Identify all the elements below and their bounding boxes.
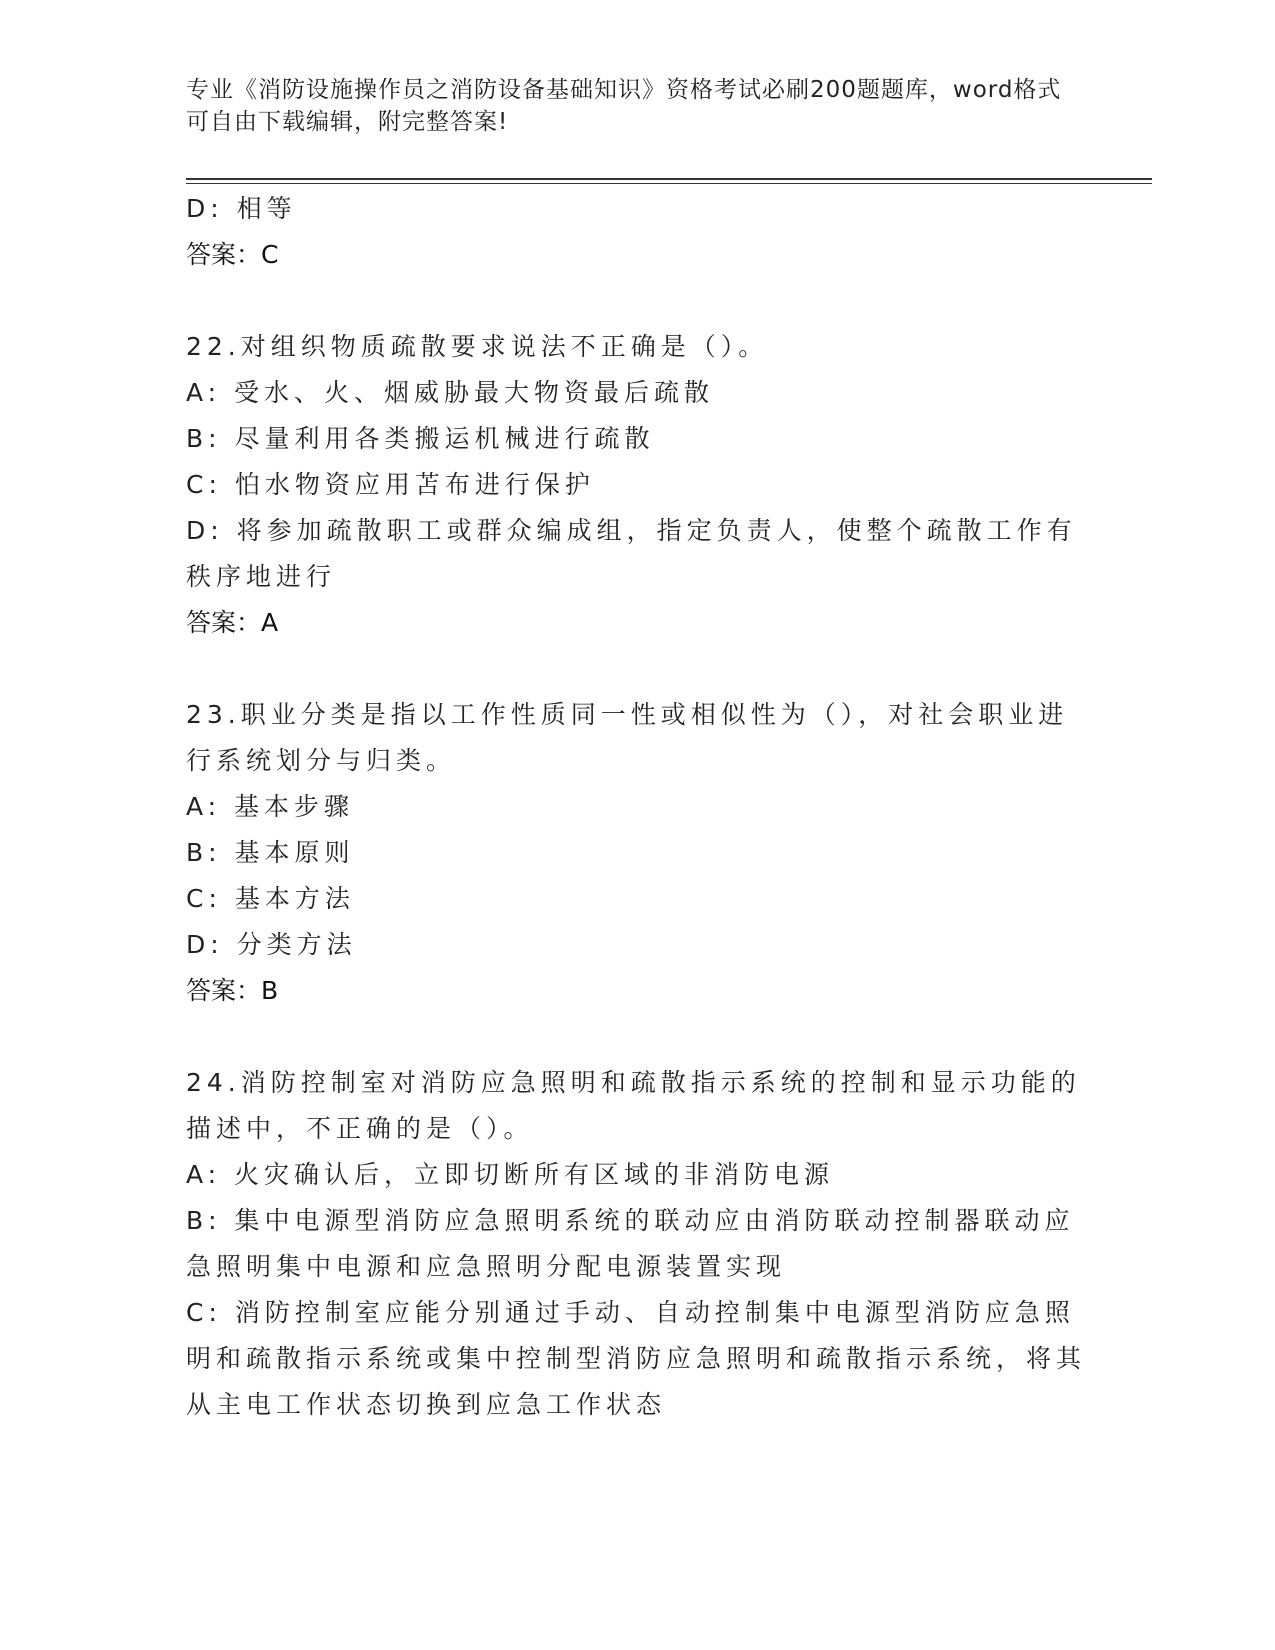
option-d: D: 分类方法 xyxy=(186,930,357,959)
option-c: C: 怕水物资应用苫布进行保护 xyxy=(186,470,595,499)
option-a: A: 基本步骤 xyxy=(186,792,355,821)
option-b: B: 集中电源型消防应急照明系统的联动应由消防联动控制器联动应急照明集中电源和应急照明分配电源装置实现 xyxy=(186,1206,1075,1281)
question-stem: 23.职业分类是指以工作性质同一性或相似性为（），对社会职业进行系统划分与归类。 xyxy=(186,700,1069,775)
spacer xyxy=(186,1014,1086,1060)
header-divider-thick xyxy=(186,178,1152,180)
question-24 xyxy=(186,1060,1086,1428)
answer-line: 答案：A xyxy=(186,608,279,637)
question-stem: 22.对组织物质疏散要求说法不正确是（）。 xyxy=(186,332,769,361)
option-c: C: 消防控制室应能分别通过手动、自动控制集中电源型消防应急照明和疏散指示系统或集中控制型消防应急照明和疏散指示系统，将其从主电工作状态切换到应急工作状态 xyxy=(186,1298,1087,1419)
question-22 xyxy=(186,324,1086,646)
option-d: D: 将参加疏散职工或群众编成组，指定负责人，使整个疏散工作有秩序地进行 xyxy=(186,516,1077,591)
spacer xyxy=(186,278,1086,324)
option-a: A: 受水、火、烟威胁最大物资最后疏散 xyxy=(186,378,715,407)
answer-line: 答案：C xyxy=(186,240,279,269)
option-d: D: 相等 xyxy=(186,194,297,223)
question-23 xyxy=(186,692,1086,1014)
option-b: B: 基本原则 xyxy=(186,838,355,867)
document-header xyxy=(186,74,1066,138)
option-a: A: 火灾确认后，立即切断所有区域的非消防电源 xyxy=(186,1160,835,1189)
header-title: 专业《消防设施操作员之消防设备基础知识》资格考试必刷200题题库，word格式可自由下载编辑，附完整答案! xyxy=(186,77,1062,135)
document-body xyxy=(186,186,1086,1428)
header-divider-thin xyxy=(186,183,1152,184)
option-c: C: 基本方法 xyxy=(186,884,355,913)
answer-line: 答案：B xyxy=(186,976,279,1005)
option-b: B: 尽量利用各类搬运机械进行疏散 xyxy=(186,424,655,453)
spacer xyxy=(186,646,1086,692)
question-stem: 24.消防控制室对消防应急照明和疏散指示系统的控制和显示功能的描述中，不正确的是（）。 xyxy=(186,1068,1081,1143)
